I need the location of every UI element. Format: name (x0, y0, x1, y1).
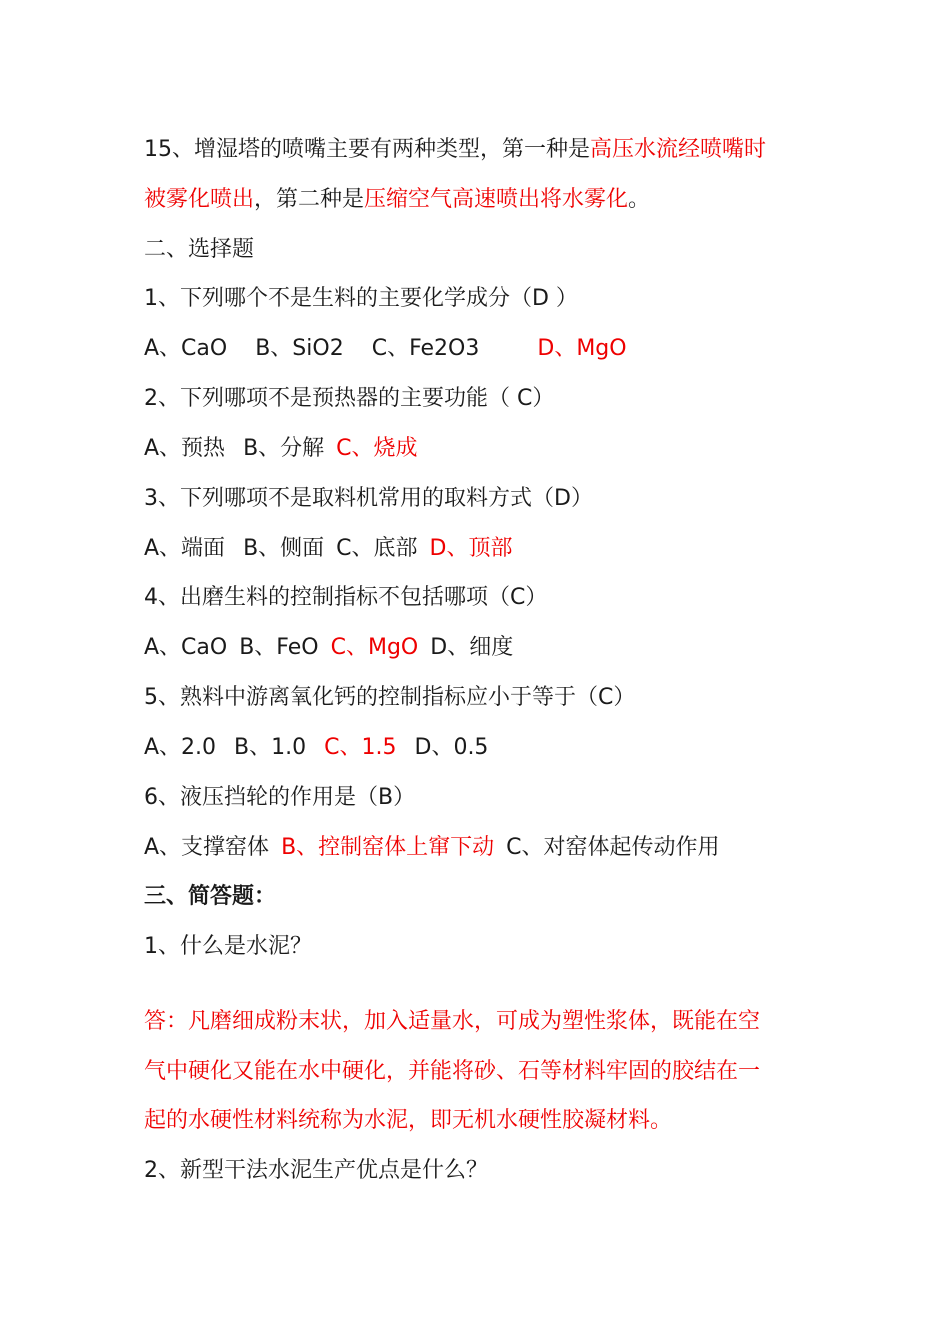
choice-4-option-b: B、FeO (239, 635, 319, 660)
choice-6-option-a: A、支撑窑体 (144, 835, 270, 860)
choice-2-option-a: A、预热 (144, 436, 226, 461)
choice-3-option-d-correct: D、顶部 (429, 536, 513, 561)
choice-4-option-a: A、CaO (144, 635, 228, 660)
choice-6-option-c: C、对窑体起传动作用 (506, 835, 720, 860)
q15-end: 。 (628, 187, 651, 212)
choice-5-options (144, 733, 488, 763)
choice-6-options (144, 833, 720, 863)
choice-4-options (144, 633, 513, 663)
q15-prefix: 15、增湿塔的喷嘴主要有两种类型，第一种是 (144, 137, 590, 162)
q15-answer-1-part-1: 高压水流经喷嘴时 (590, 137, 767, 162)
q15-line-2 (144, 185, 650, 215)
choice-4-question: 4、出磨生料的控制指标不包括哪项（C） (144, 585, 548, 610)
short-answer-2-question: 2、新型干法水泥生产优点是什么？ (144, 1158, 488, 1183)
choice-5-option-b: B、1.0 (234, 735, 307, 760)
choice-6-option-b-correct: B、控制窑体上窜下动 (281, 835, 495, 860)
choice-1-question: 1、下列哪个不是生料的主要化学成分（D ） (144, 286, 578, 311)
choice-3-option-a: A、端面 (144, 536, 226, 561)
section-2-title: 二、选择题 (144, 237, 255, 262)
choice-5-question: 5、熟料中游离氧化钙的控制指标应小于等于（C） (144, 685, 636, 710)
short-answer-1-answer-line-1: 答：凡磨细成粉末状，加入适量水，可成为塑性浆体，既能在空 (144, 1009, 761, 1034)
short-answer-1-answer-line-2: 气中硬化又能在水中硬化，并能将砂、石等材料牢固的胶结在一 (144, 1059, 761, 1084)
choice-5-option-a: A、2.0 (144, 735, 217, 760)
choice-3-option-c: C、底部 (336, 536, 418, 561)
choice-1-option-b: B、SiO2 (255, 336, 344, 361)
choice-1-option-d-correct: D、MgO (537, 336, 627, 361)
choice-5-option-d: D、0.5 (414, 735, 489, 760)
choice-6-question: 6、液压挡轮的作用是（B） (144, 785, 416, 810)
choice-3-options (144, 534, 512, 564)
q15-answer-1-part-2: 被雾化喷出 (144, 187, 255, 212)
choice-2-option-b: B、分解 (243, 436, 325, 461)
choice-1-option-c: C、Fe2O3 (371, 336, 480, 361)
choice-1-options (144, 334, 627, 364)
q15-answer-2: 压缩空气高速喷出将水雾化 (364, 187, 629, 212)
choice-1-option-a: A、CaO (144, 336, 228, 361)
short-answer-1-answer-line-3: 起的水硬性材料统称为水泥，即无机水硬性胶凝材料。 (144, 1108, 673, 1133)
choice-4-option-c-correct: C、MgO (330, 635, 419, 660)
choice-2-question: 2、下列哪项不是预热器的主要功能（ C） (144, 386, 555, 411)
choice-3-question: 3、下列哪项不是取料机常用的取料方式（D） (144, 486, 593, 511)
choice-2-option-c-correct: C、烧成 (336, 436, 418, 461)
choice-4-option-d: D、细度 (430, 635, 514, 660)
q15-middle: ，第二种是 (254, 187, 365, 212)
section-3-title: 三、简答题： (144, 884, 277, 909)
choice-2-options (144, 434, 418, 464)
short-answer-1-question: 1、什么是水泥？ (144, 934, 312, 959)
q15-line-1 (144, 135, 766, 165)
choice-3-option-b: B、侧面 (243, 536, 325, 561)
choice-5-option-c-correct: C、1.5 (324, 735, 397, 760)
